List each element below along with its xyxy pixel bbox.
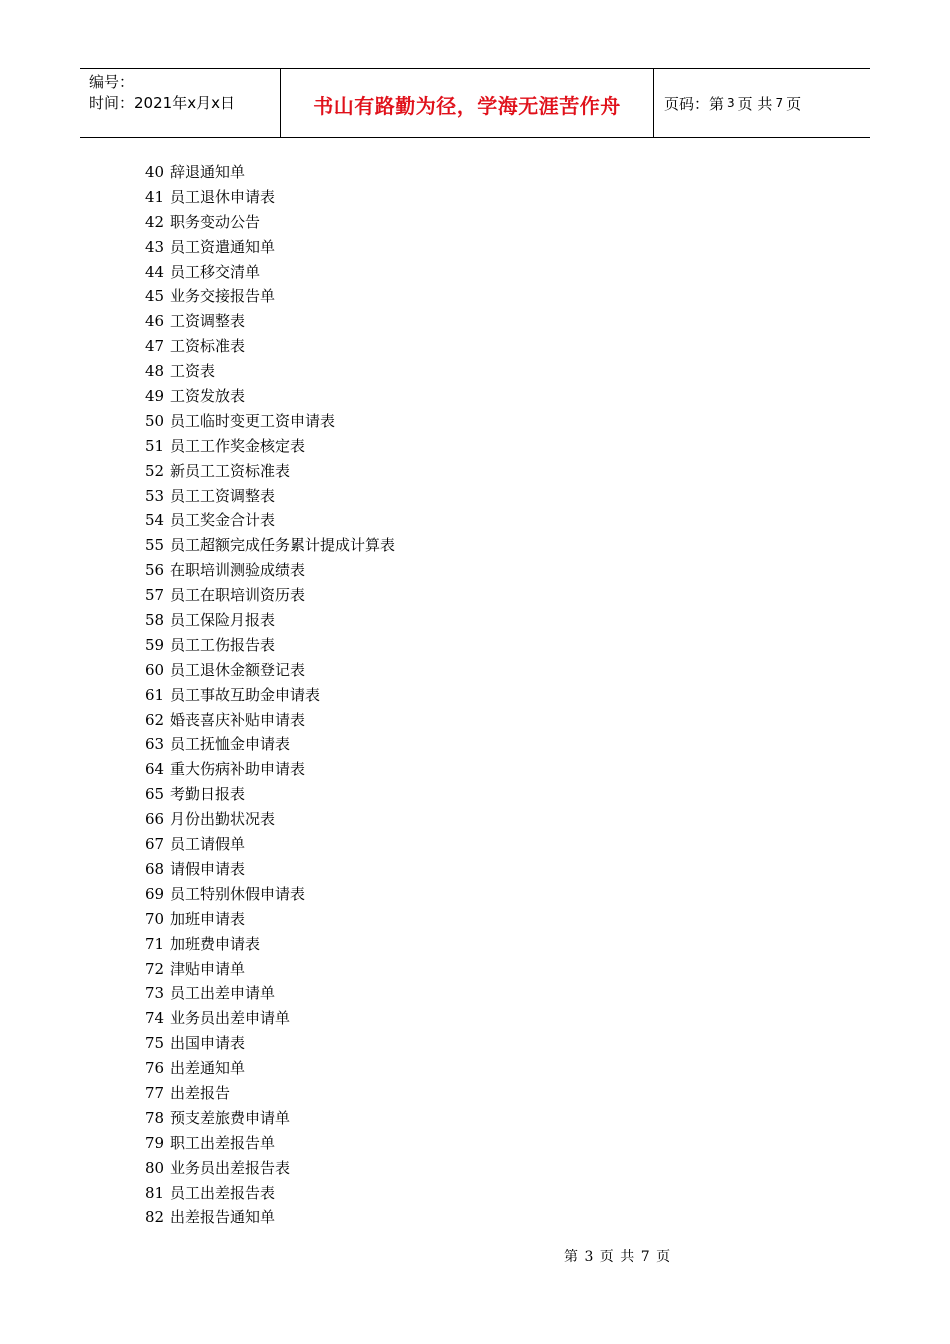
page-footer: 第 3 页 共 7 页	[564, 1249, 672, 1265]
item-number: 59	[145, 635, 165, 654]
item-title: 婚丧喜庆补贴申请表	[170, 710, 306, 729]
item-number: 66	[145, 810, 165, 829]
item-number: 78	[145, 1108, 165, 1127]
item-number: 42	[145, 212, 165, 231]
list-item	[145, 882, 395, 907]
item-title: 月份出勤状况表	[170, 810, 276, 829]
page-total: 7	[775, 96, 784, 110]
item-number: 53	[145, 486, 165, 505]
list-item	[145, 459, 395, 484]
header-motto-cell	[281, 69, 654, 137]
list-item	[145, 957, 395, 982]
item-title: 员工退休申请表	[170, 187, 276, 206]
item-title: 员工退休金额登记表	[170, 660, 306, 679]
item-number: 57	[145, 586, 165, 605]
list-item	[145, 309, 395, 334]
item-title: 员工资遣通知单	[170, 237, 276, 256]
item-number: 68	[145, 859, 165, 878]
item-number: 52	[145, 461, 165, 480]
item-title: 重大伤病补助申请表	[170, 760, 306, 779]
list-item	[145, 210, 395, 235]
list-item	[145, 757, 395, 782]
item-number: 41	[145, 187, 165, 206]
item-number: 80	[145, 1158, 165, 1177]
list-item	[145, 932, 395, 957]
item-number: 82	[145, 1208, 165, 1227]
item-title: 员工奖金合计表	[170, 511, 276, 530]
item-title: 出差通知单	[170, 1059, 246, 1078]
list-item	[145, 857, 395, 882]
item-title: 员工保险月报表	[170, 611, 276, 630]
item-number: 79	[145, 1133, 165, 1152]
list-item	[145, 484, 395, 509]
item-number: 45	[145, 287, 165, 306]
list-item	[145, 981, 395, 1006]
item-title: 工资调整表	[170, 312, 246, 331]
list-item	[145, 1131, 395, 1156]
list-item	[145, 608, 395, 633]
item-title: 请假申请表	[170, 859, 246, 878]
item-title: 员工临时变更工资申请表	[170, 411, 336, 430]
list-item	[145, 284, 395, 309]
item-title: 员工在职培训资历表	[170, 586, 306, 605]
item-number: 43	[145, 237, 165, 256]
item-title: 员工特别休假申请表	[170, 884, 306, 903]
list-item	[145, 633, 395, 658]
list-item	[145, 658, 395, 683]
item-title: 工资标准表	[170, 337, 246, 356]
list-item	[145, 683, 395, 708]
item-number: 61	[145, 685, 165, 704]
item-number: 69	[145, 884, 165, 903]
time-line	[89, 93, 280, 114]
page-suffix: 页	[786, 94, 802, 113]
item-title: 考勤日报表	[170, 785, 246, 804]
list-item	[145, 558, 395, 583]
list-item	[145, 384, 395, 409]
item-number: 51	[145, 436, 165, 455]
list-item	[145, 508, 395, 533]
list-item	[145, 235, 395, 260]
item-number: 46	[145, 312, 165, 331]
list-item	[145, 1205, 395, 1230]
time-label: 时间：	[89, 94, 135, 112]
list-item	[145, 1081, 395, 1106]
item-number: 65	[145, 785, 165, 804]
item-title: 在职培训测验成绩表	[170, 561, 306, 580]
list-item	[145, 1031, 395, 1056]
item-title: 职务变动公告	[170, 212, 261, 231]
code-label: 编号：	[89, 73, 135, 91]
item-number: 74	[145, 1009, 165, 1028]
page-current: 3	[727, 96, 735, 110]
item-title: 业务交接报告单	[170, 287, 276, 306]
list-item	[145, 583, 395, 608]
item-title: 员工工作奖金核定表	[170, 436, 306, 455]
item-title: 工资表	[170, 362, 216, 381]
header-meta-cell	[80, 69, 281, 137]
item-number: 54	[145, 511, 165, 530]
item-number: 72	[145, 959, 165, 978]
item-title: 新员工工资标准表	[170, 461, 291, 480]
item-title: 加班申请表	[170, 909, 246, 928]
item-title: 出差报告	[170, 1083, 231, 1102]
item-title: 员工超额完成任务累计提成计算表	[170, 536, 396, 555]
motto-text: 书山有路勤为径，学海无涯苦作舟	[313, 93, 621, 118]
item-title: 加班费申请表	[170, 934, 261, 953]
item-number: 50	[145, 411, 165, 430]
item-title: 员工抚恤金申请表	[170, 735, 291, 754]
item-title: 业务员出差报告表	[170, 1158, 291, 1177]
list-item	[145, 1156, 395, 1181]
list-item	[145, 533, 395, 558]
page-prefix: 页码：第	[664, 94, 725, 113]
list-item	[145, 409, 395, 434]
item-number: 56	[145, 561, 165, 580]
item-number: 60	[145, 660, 165, 679]
item-title: 员工工资调整表	[170, 486, 276, 505]
item-number: 76	[145, 1059, 165, 1078]
item-title: 预支差旅费申请单	[170, 1108, 291, 1127]
list-item	[145, 1056, 395, 1081]
item-number: 73	[145, 984, 165, 1003]
item-title: 业务员出差申请单	[170, 1009, 291, 1028]
item-number: 71	[145, 934, 165, 953]
list-item	[145, 160, 395, 185]
page-header	[80, 68, 870, 138]
list-item	[145, 1181, 395, 1206]
item-title: 出差报告通知单	[170, 1208, 276, 1227]
list-item	[145, 185, 395, 210]
item-title: 员工工伤报告表	[170, 635, 276, 654]
list-item	[145, 708, 395, 733]
item-number: 64	[145, 760, 165, 779]
item-number: 67	[145, 835, 165, 854]
list-item	[145, 807, 395, 832]
list-item	[145, 1006, 395, 1031]
item-title: 职工出差报告单	[170, 1133, 276, 1152]
item-title: 员工事故互助金申请表	[170, 685, 321, 704]
list-item	[145, 359, 395, 384]
item-number: 81	[145, 1183, 165, 1202]
item-number: 62	[145, 710, 165, 729]
item-title: 出国申请表	[170, 1034, 246, 1053]
item-title: 员工请假单	[170, 835, 246, 854]
item-title: 辞退通知单	[170, 163, 246, 181]
item-number: 58	[145, 611, 165, 630]
list-item	[145, 434, 395, 459]
item-title: 员工移交清单	[170, 262, 261, 281]
item-number: 48	[145, 362, 165, 381]
item-number: 77	[145, 1083, 165, 1102]
item-number: 49	[145, 387, 165, 406]
item-number: 47	[145, 337, 165, 356]
list-item	[145, 732, 395, 757]
item-number: 75	[145, 1034, 165, 1053]
item-number: 70	[145, 909, 165, 928]
item-title: 津贴申请单	[170, 959, 246, 978]
time-value: 2021年x月x日	[134, 94, 235, 112]
item-title: 员工出差申请单	[170, 984, 276, 1003]
item-number: 40	[145, 163, 165, 181]
item-title: 员工出差报告表	[170, 1183, 276, 1202]
form-list	[145, 160, 395, 1230]
item-number: 44	[145, 262, 165, 281]
list-item	[145, 782, 395, 807]
list-item	[145, 260, 395, 285]
item-number: 63	[145, 735, 165, 754]
list-item	[145, 832, 395, 857]
header-page-cell	[654, 69, 870, 137]
item-number: 55	[145, 536, 165, 555]
item-title: 工资发放表	[170, 387, 246, 406]
list-item	[145, 907, 395, 932]
page-mid: 页 共	[737, 94, 773, 113]
list-item	[145, 334, 395, 359]
list-item	[145, 1106, 395, 1131]
